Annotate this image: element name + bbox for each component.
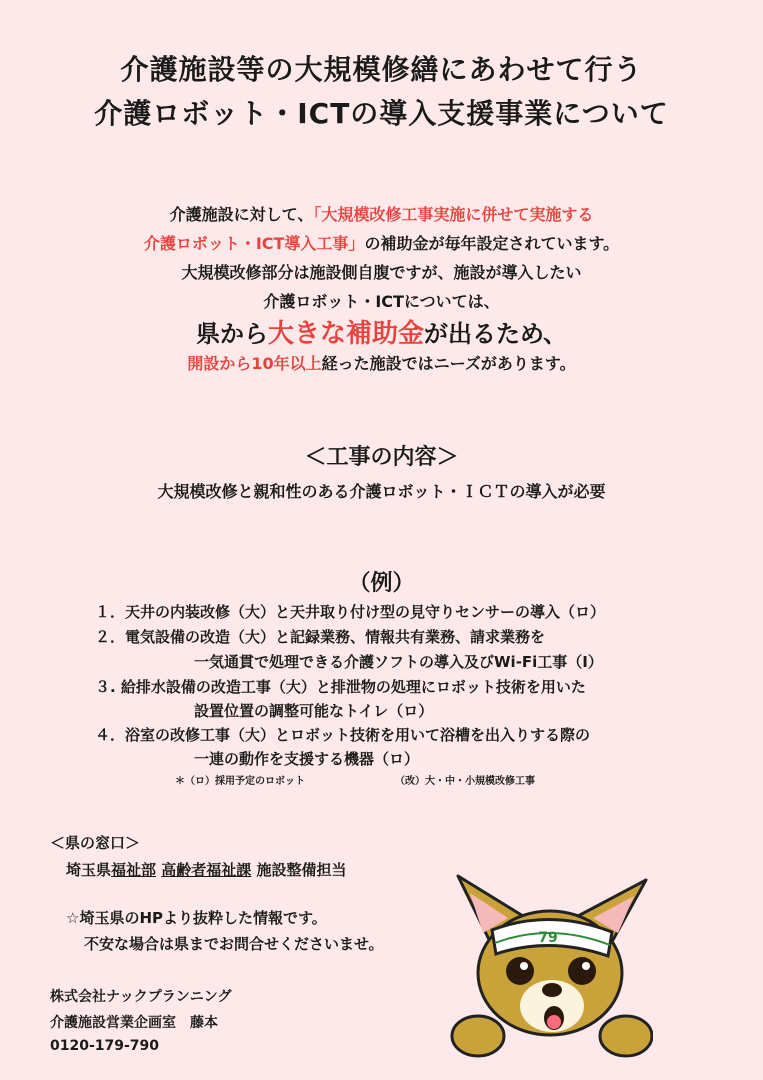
chihuahua-mascot-illustration [448,858,653,1058]
example-1: １．天井の内装改修（大）と天井取り付け型の見守りセンサーの導入（ロ） [95,603,606,621]
page-title-line1: 介護施設等の大規模修繕にあわせて行う [120,53,643,86]
contact-notice-2: 不安な場合は県までお問合せくださいませ。 [84,935,384,953]
example-2-cont: 一気通貫で処理できる介護ソフトの導入及びWi-Fi工事（I） [194,653,603,671]
intro-line-3: 大規模改修部分は施設側自腹ですが、施設が導入したい [181,263,582,282]
company-phone: 0120-179-790 [50,1038,160,1054]
dept-link-elderly: 高齢者福祉課 [161,861,252,879]
example-2: ２．電気設備の改造（大）と記録業務、情報共有業務、請求業務を [95,628,546,646]
contact-notice-1: ☆埼玉県のHPより抜粋した情報です。 [66,909,327,927]
headband-number: 79 [538,930,558,946]
contact-department: 埼玉県福祉部 高齢者福祉課 施設整備担当 [66,861,347,879]
dept-link-welfare: 福祉部 [111,861,157,879]
examples-heading: （例） [348,571,415,596]
work-description: 大規模改修と親和性のある介護ロボット・ＩＣＴの導入が必要 [157,482,606,501]
intro-line-1: 介護施設に対して、「大規模改修工事実施に併せて実施する [169,205,594,224]
work-heading: ＜工事の内容＞ [304,445,459,470]
intro-line-6: 開設から10年以上経った施設ではニーズがあります。 [187,354,576,373]
example-3: ３. 給排水設備の改造工事（大）と排泄物の処理にロボット技術を用いた [95,678,586,696]
intro-line-5: 県から大きな補助金が出るため、 [195,319,568,349]
example-3-cont: 設置位置の調整可能なトイレ（ロ） [194,702,434,720]
example-4: ４．浴室の改修工事（大）とロボット技術を用いて浴槽を出入りする際の [95,726,591,744]
note-robot: ＊（ロ）採用予定のロボット [175,776,305,787]
note-renovation: （改）大・中・小規模改修工事 [395,776,535,787]
intro-line-2: 介護ロボット・ICT導入工事」の補助金が毎年設定されています。 [143,234,620,253]
example-4-cont: 一連の動作を支援する機器（ロ） [194,750,420,768]
page-title-line2: 介護ロボット・ICTの導入支援事業について [94,97,669,130]
intro-line-4: 介護ロボット・ICTについては、 [263,292,500,311]
contact-heading: ＜県の窓口＞ [50,834,141,852]
company-name: 株式会社ナックプランニング [50,989,232,1005]
company-department: 介護施設営業企画室 藤本 [50,1015,218,1031]
